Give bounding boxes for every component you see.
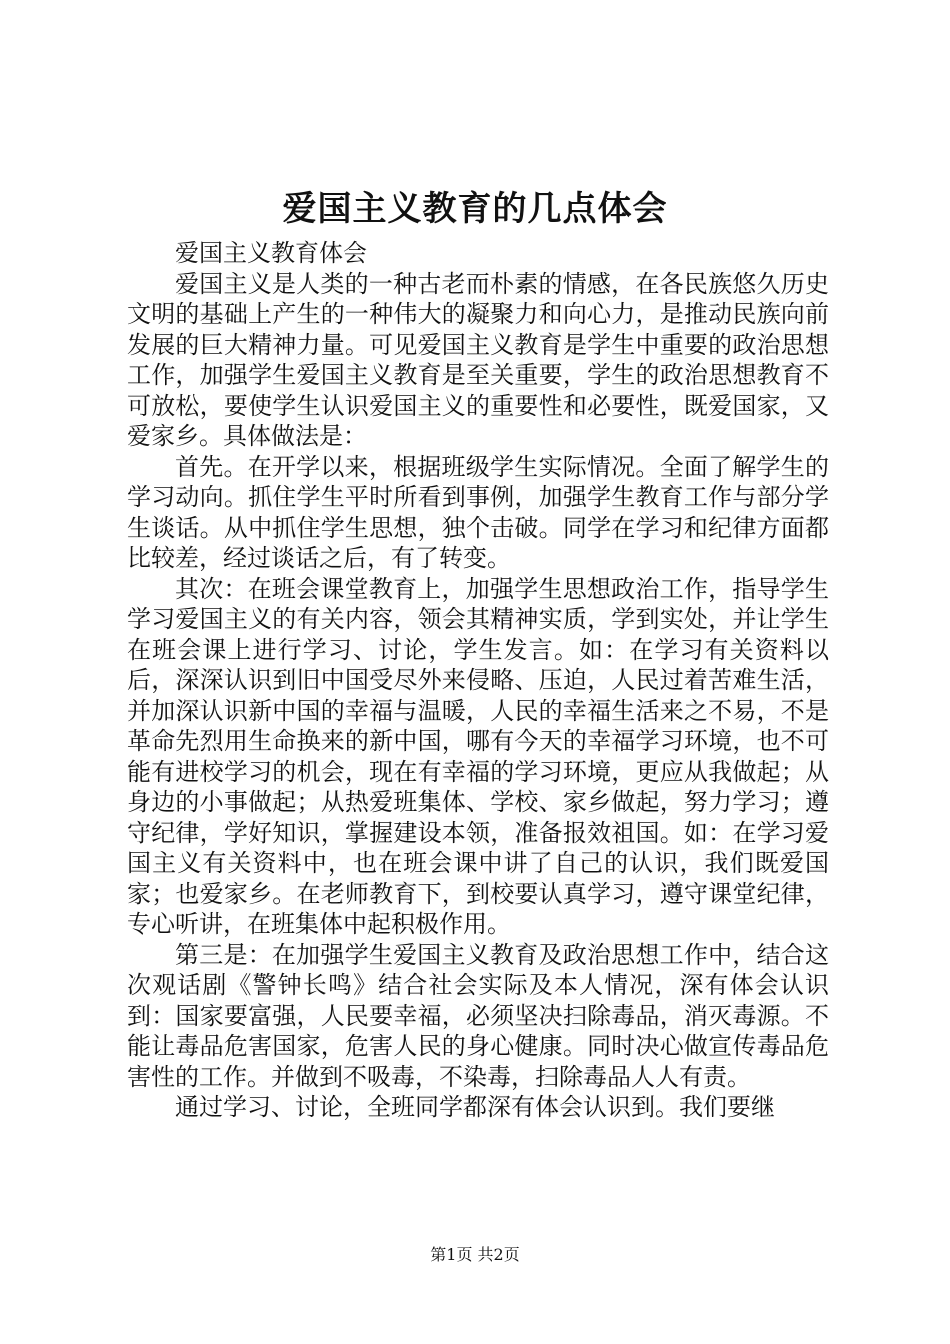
paragraph-intro: 爱国主义是人类的一种古老而朴素的情感，在各民族悠久历史文明的基础上产生的一种伟大的凝聚力和向心力，是推动民族向前发展的巨大精神力量。可见爱国主义教育是学生中重要的政治思想工作，加强学生爱国主义教育是至关重要，学生的政治思想教育不可放松，要使学生认识爱国主义的重要性和必要性，既爱国家，又爱家乡。具体做法是： bbox=[127, 269, 829, 450]
paragraph-third: 第三是：在加强学生爱国主义教育及政治思想工作中，结合这次观话剧《警钟长鸣》结合社会实际及本人情况，深有体会认识到：国家要富强，人民要幸福，必须坚决扫除毒品，消灭毒源。不能让毒品危害国家，危害人民的身心健康。同时决心做宣传毒品危害性的工作。并做到不吸毒，不染毒，扫除毒品人人有责。 bbox=[127, 940, 829, 1091]
section-heading: 爱国主义教育体会 bbox=[175, 239, 367, 267]
document-body bbox=[127, 238, 829, 1123]
paragraph-conclusion: 通过学习、讨论，全班同学都深有体会认识到。我们要继 bbox=[175, 1093, 775, 1121]
paragraph-first: 首先。在开学以来，根据班级学生实际情况。全面了解学生的学习动向。抓住学生平时所看到事例，加强学生教育工作与部分学生谈话。从中抓住学生思想，独个击破。同学在学习和纪律方面都比较差，经过谈话之后，有了转变。 bbox=[127, 452, 829, 572]
document-title: 爱国主义教育的几点体会 bbox=[282, 189, 668, 229]
page-number-footer: 第1页 共2页 bbox=[430, 1245, 520, 1264]
paragraph-second: 其次：在班会课堂教育上，加强学生思想政治工作，指导学生学习爱国主义的有关内容，领会其精神实质，学到实处，并让学生在班会课上进行学习、讨论，学生发言。如：在学习有关资料以后，深深认识到旧中国受尽外来侵略、压迫，人民过着苦难生活，并加深认识新中国的幸福与温暖，人民的幸福生活来之不易，不是革命先烈用生命换来的新中国，哪有今天的幸福学习环境，也不可能有进校学习的机会，现在有幸福的学习环境，更应从我做起；从身边的小事做起；从热爱班集体、学校、家乡做起，努力学习；遵守纪律，学好知识，掌握建设本领，准备报效祖国。如：在学习爱国主义有关资料中，也在班会课中讲了自己的认识，我们既爱国家；也爱家乡。在老师教育下，到校要认真学习，遵守课堂纪律，专心听讲，在班集体中起积极作用。 bbox=[127, 574, 829, 938]
